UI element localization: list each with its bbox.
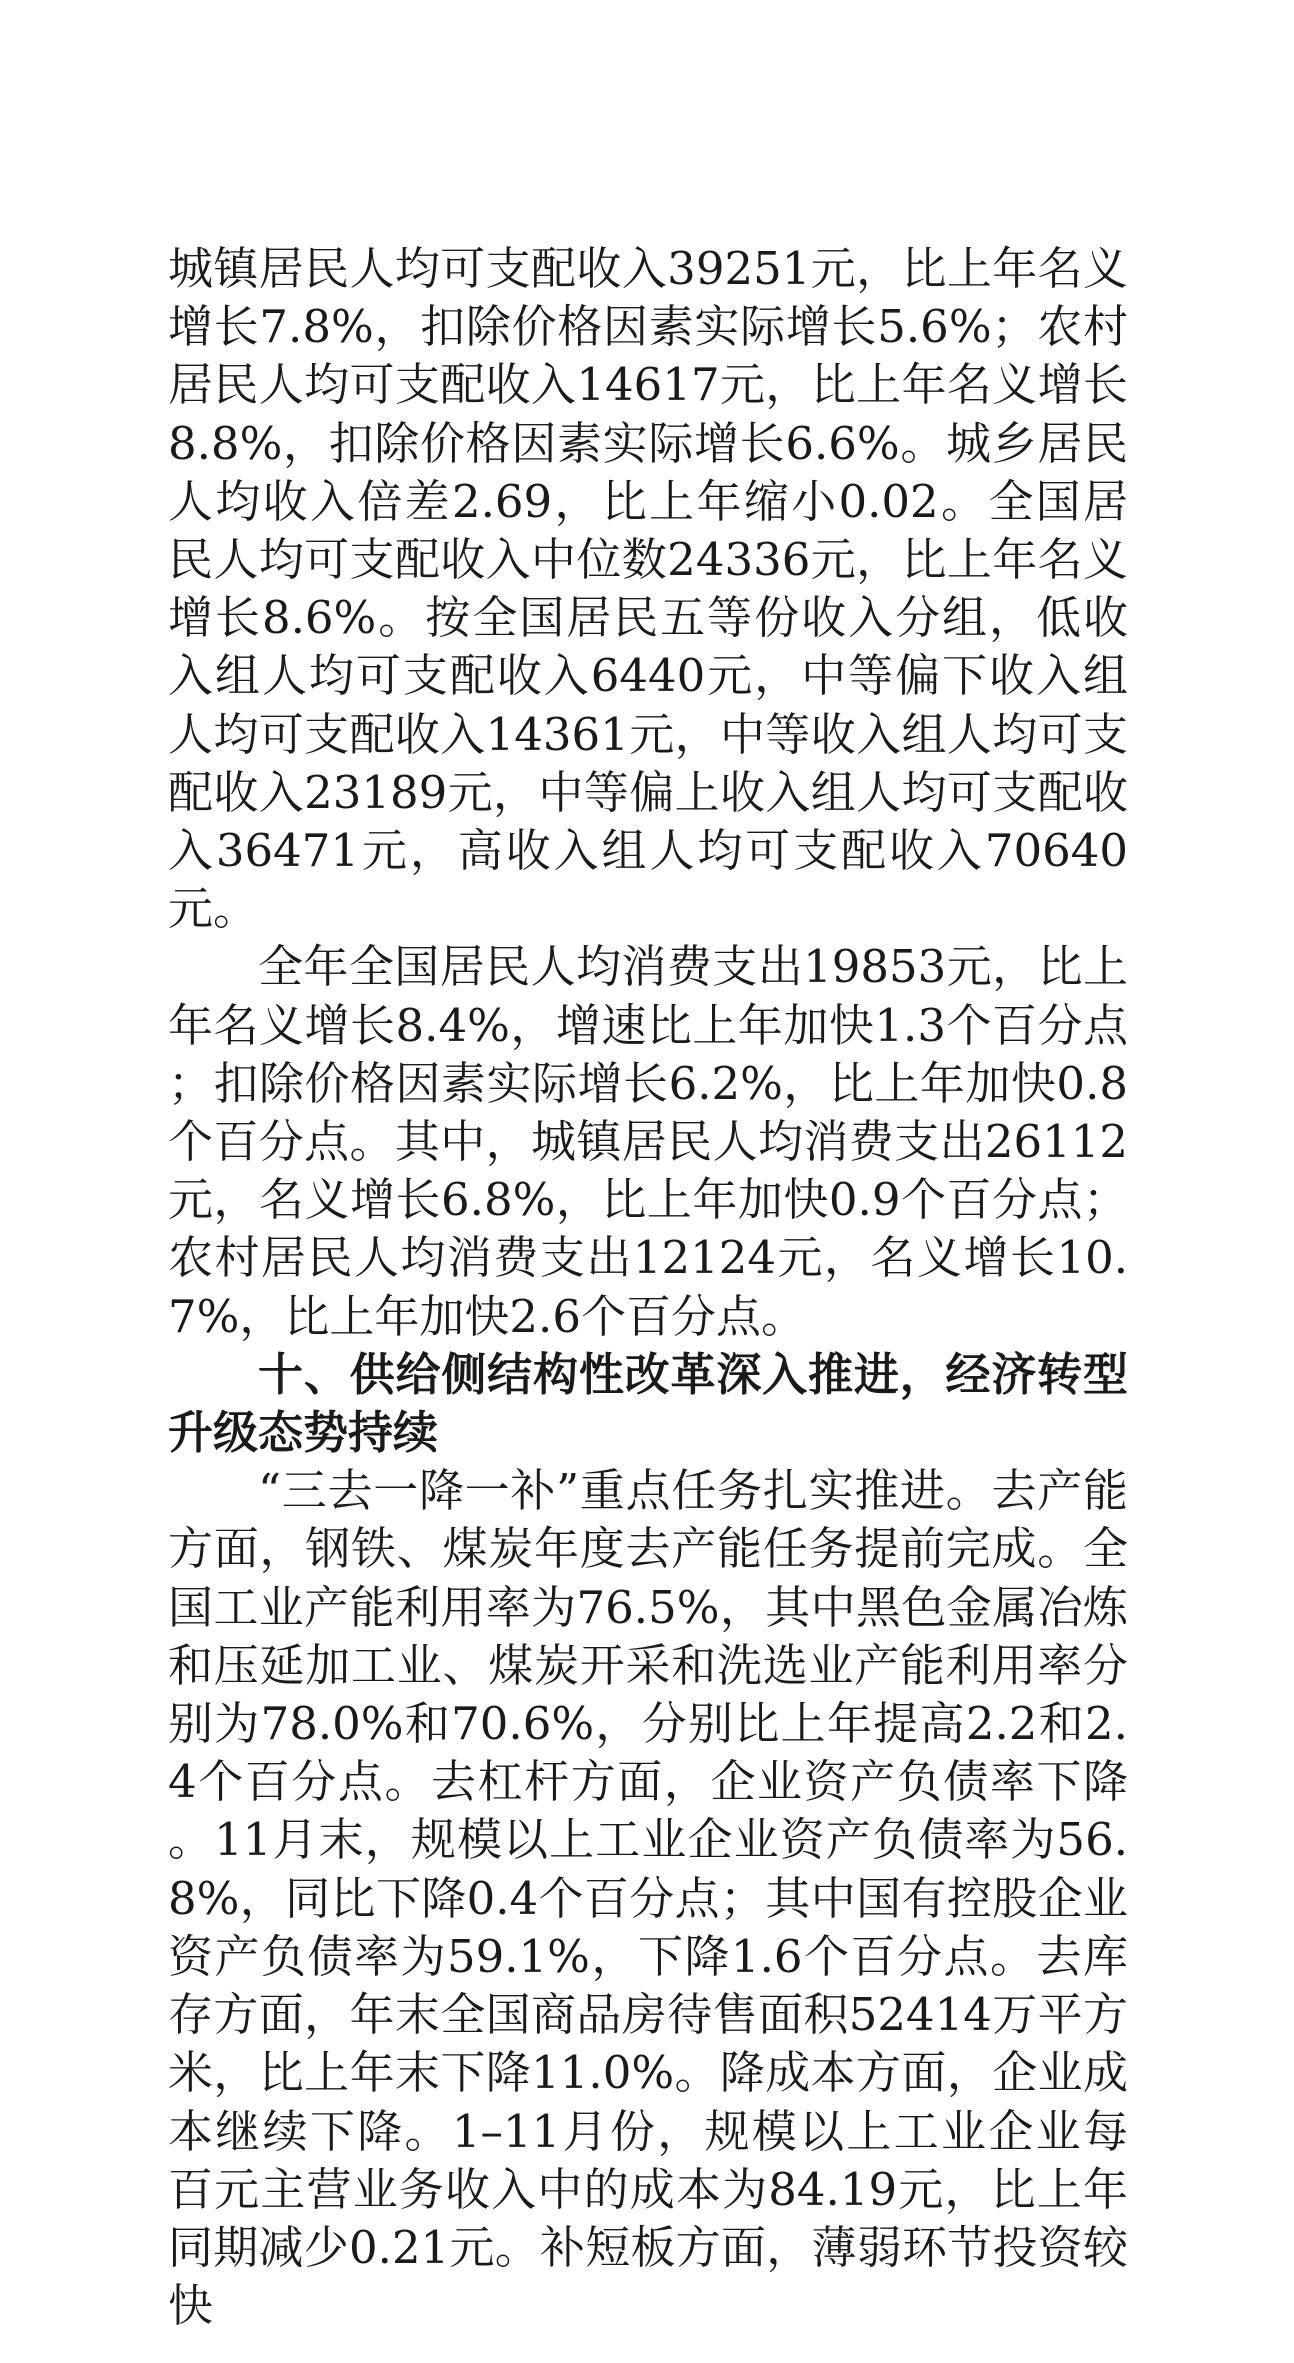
section-heading: 十、供给侧结构性改革深入推进，经济转型升级态势持续	[168, 1347, 1128, 1460]
paragraph-supply-side-reform: “三去一降一补”重点任务扎实推进。去产能方面，钢铁、煤炭年度去产能任务提前完成。全国工业产能利用率为76.5%，其中黑色金属冶炼和压延加工业、煤炭开采和洗选业产能利用率分别为78.0%和70.6%，分别比上年提高2.2和2.4个百分点。去杠杆方面，企业资产负债率下降。11月末，规模以上工业企业资产负债率为56.8%，同比下降0.4个百分点；其中国有控股企业资产负债率为59.1%，下降1.6个百分点。去库存方面，年末全国商品房待售面积52414万平方米，比上年末下降11.0%。降成本方面，企业成本继续下降。1–11月份，规模以上工业企业每百元主营业务收入中的成本为84.19元，比上年同期减少0.21元。补短板方面，薄弱环节投资较快	[168, 1464, 1128, 2333]
paragraph-income-continued: 城镇居民人均可支配收入39251元，比上年名义增长7.8%，扣除价格因素实际增长5.6%；农村居民人均可支配收入14617元，比上年名义增长8.8%，扣除价格因素实际增长6.6%。城乡居民人均收入倍差2.69，比上年缩小0.02。全国居民人均可支配收入中位数24336元，比上年名义增长8.6%。按全国居民五等份收入分组，低收入组人均可支配收入6440元，中等偏下收入组人均可支配收入14361元，中等收入组人均可支配收入23189元，中等偏上收入组人均可支配收入36471元，高收入组人均可支配收入70640元。	[168, 242, 1128, 936]
paragraph-consumption: 全年全国居民人均消费支出19853元，比上年名义增长8.4%，增速比上年加快1.3个百分点；扣除价格因素实际增长6.2%，比上年加快0.8个百分点。其中，城镇居民人均消费支出26112元，名义增长6.8%，比上年加快0.9个百分点；农村居民人均消费支出12124元，名义增长10.7%，比上年加快2.6个百分点。	[168, 940, 1128, 1343]
document-body	[168, 240, 1128, 2335]
